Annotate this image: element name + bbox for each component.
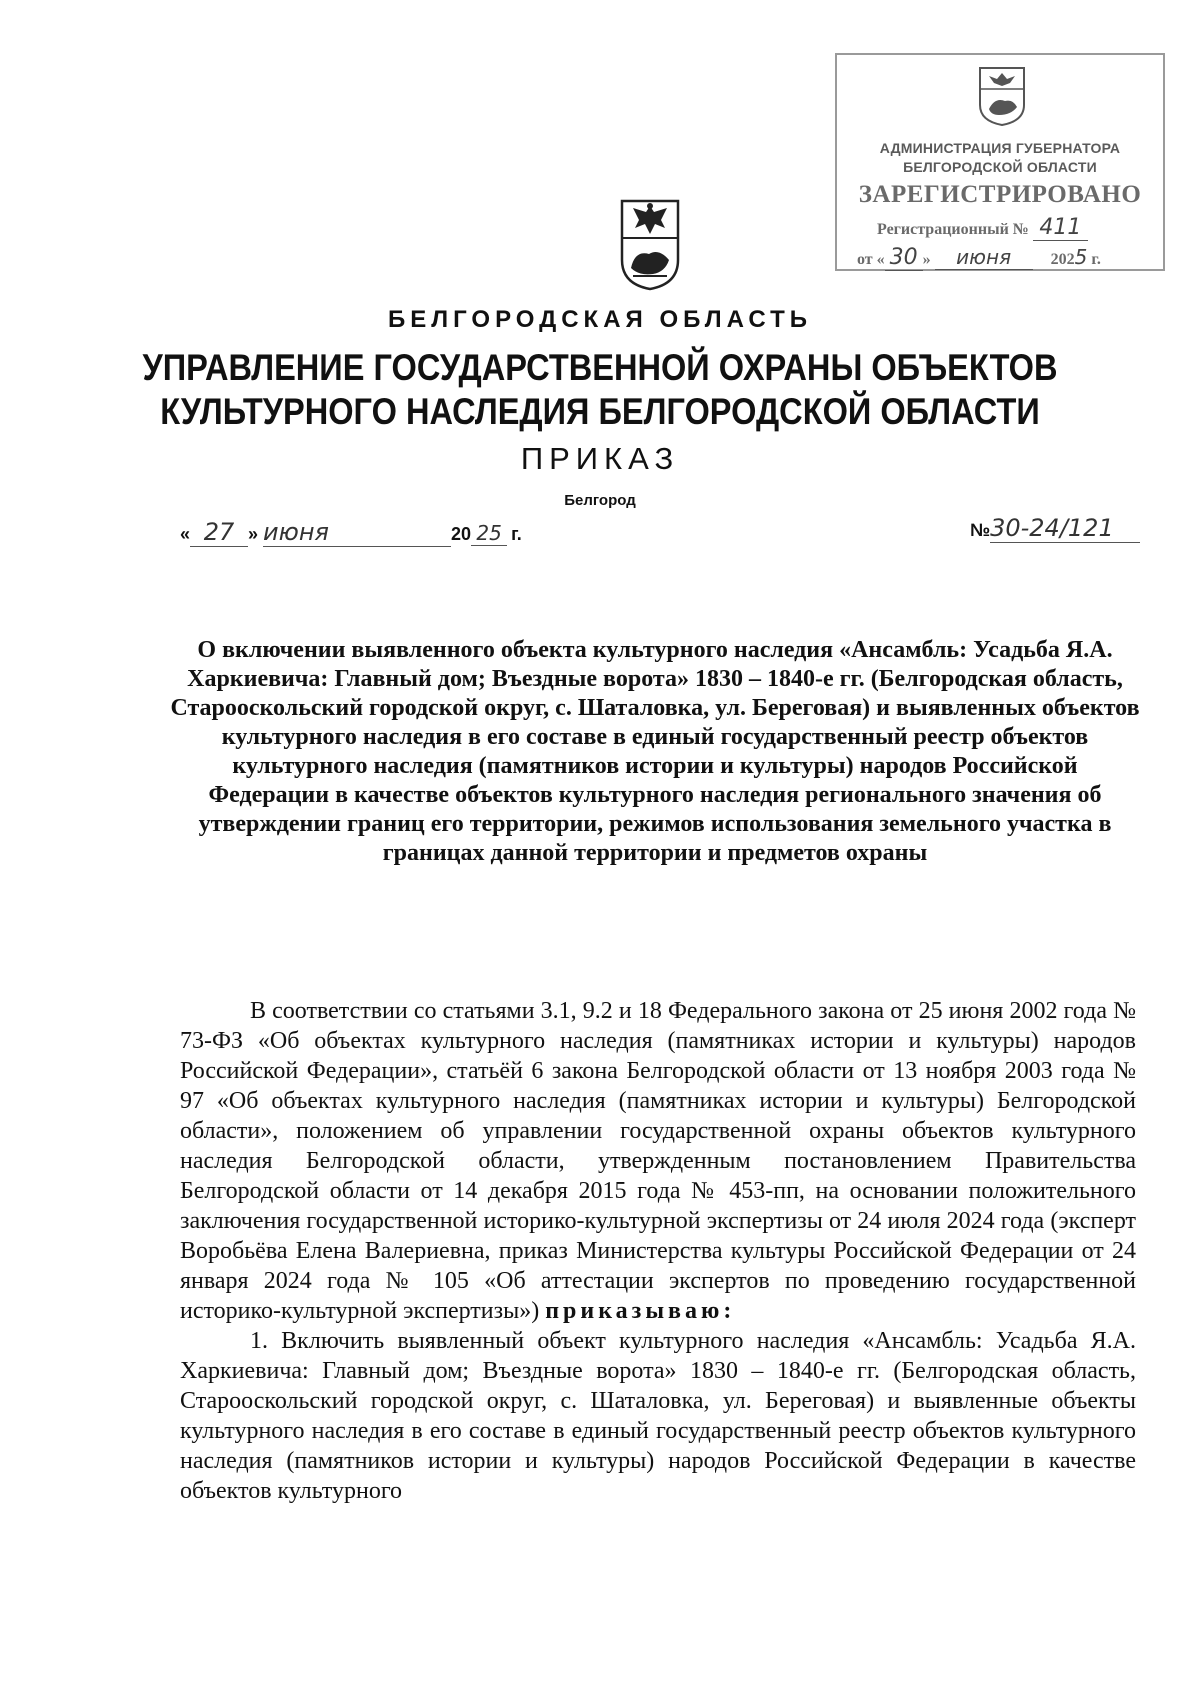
order-title: О включении выявленного объекта культурного наследия «Ансамбль: Усадьба Я.А. Харкиевича: Главный дом; Въездные ворота» 1830 – 1840-е гг. (Белгородская область, Старооскольский городской округ, с. Шаталовка, ул. Береговая) и выявленных объектов культурного наследия в его составе в единый государственный реестр объектов культурного наследия (памятников истории и культуры) народов Российской Федерации в качестве объектов культурного наследия регионального значения об утверждении границ его территории, режимов использования земельного участка в границах данной территории и предметов охраны xyxy=(170,637,1140,866)
document-type: ПРИКАЗ xyxy=(520,441,680,476)
registration-stamp xyxy=(835,53,1165,271)
stamp-year-end: г. xyxy=(1091,251,1101,268)
stamp-reg-label: Регистрационный № xyxy=(877,221,1029,238)
order-number xyxy=(970,514,1140,543)
agency-line2: КУЛЬТУРНОГО НАСЛЕДИЯ БЕЛГОРОДСКОЙ ОБЛАСТИ xyxy=(160,391,1040,432)
order-date xyxy=(180,518,522,547)
order-day: 27 xyxy=(190,518,248,547)
body-paragraph-2: 1. Включить выявленный объект культурного наследия «Ансамбль: Усадьба Я.А. Харкиевича: Главный дом; Въездные ворота» 1830 – 1840-е гг. (Белгородская область, Старооскольский городской округ, с. Шаталовка, ул. Береговая) и выявленные объекты культурного наследия в его составе в единый государственный реестр объектов культурного наследия (памятников истории и культуры) народов Российской Федерации в качестве объектов культурного xyxy=(180,1328,1136,1504)
region-name: БЕЛГОРОДСКАЯ ОБЛАСТЬ xyxy=(388,306,812,333)
order-year-end: г. xyxy=(511,524,522,544)
stamp-day: 30 xyxy=(885,245,923,271)
stamp-date-mid: » xyxy=(922,251,931,268)
stamp-org-line2: БЕЛГОРОДСКОЙ ОБЛАСТИ xyxy=(903,159,1097,175)
stamp-date-prefix: от « xyxy=(857,251,885,268)
stamp-date-line xyxy=(857,245,1101,271)
order-month: июня xyxy=(263,518,451,547)
agency-line1: УПРАВЛЕНИЕ ГОСУДАРСТВЕННОЙ ОХРАНЫ ОБЪЕКТОВ xyxy=(142,347,1058,388)
order-number-value: 30-24/121 xyxy=(990,514,1140,543)
stamp-status: ЗАРЕГИСТРИРОВАНО xyxy=(858,181,1142,208)
stamp-month: июня xyxy=(935,245,1033,270)
body-paragraph-1 xyxy=(180,996,1136,1326)
order-body xyxy=(180,996,1136,1506)
decree-word: приказываю: xyxy=(545,1298,736,1324)
date-close-quote: » xyxy=(248,524,259,544)
order-year-suffix: 25 xyxy=(471,521,507,546)
stamp-reg-number: 411 xyxy=(1033,215,1088,241)
coat-of-arms-icon xyxy=(977,65,1027,127)
body-paragraph-1-text: В соответствии со статьями 3.1, 9.2 и 18 Федерального закона от 25 июня 2002 года № 73-ФЗ «Об объектах культурного наследия (памятниках истории и культуры) народов Российской Федерации», статьёй 6 закона Белгородской области от 13 ноября 2003 года № 97 «Об объектах культурного наследия (памятниках истории и культуры) Белгородской области», положением об управлении государственной охраны объектов культурного наследия Белгородской области, утвержденным постановлением Правительства Белгородской области от 14 декабря 2015 года № 453-пп, на основании положительного заключения государственной историко-культурной экспертизы от 24 июля 2024 года (эксперт Воробьёва Елена Валериевна, приказ Министерства культуры Российской Федерации от 24 января 2024 года № 105 «Об аттестации экспертов по проведению государственной историко-культурной экспертизы») xyxy=(180,998,1136,1324)
stamp-year-suffix: 5 xyxy=(1074,245,1088,269)
order-year-prefix: 20 xyxy=(451,524,472,544)
stamp-org-line1: АДМИНИСТРАЦИЯ ГУБЕРНАТОРА xyxy=(879,140,1121,156)
date-open-quote: « xyxy=(180,524,191,544)
coat-of-arms-icon xyxy=(619,198,681,292)
order-number-label: № xyxy=(970,520,991,540)
stamp-year-prefix: 202 xyxy=(1050,251,1075,268)
stamp-reg-line xyxy=(877,215,1088,241)
city: Белгород xyxy=(564,492,636,509)
agency-name xyxy=(72,346,1128,434)
